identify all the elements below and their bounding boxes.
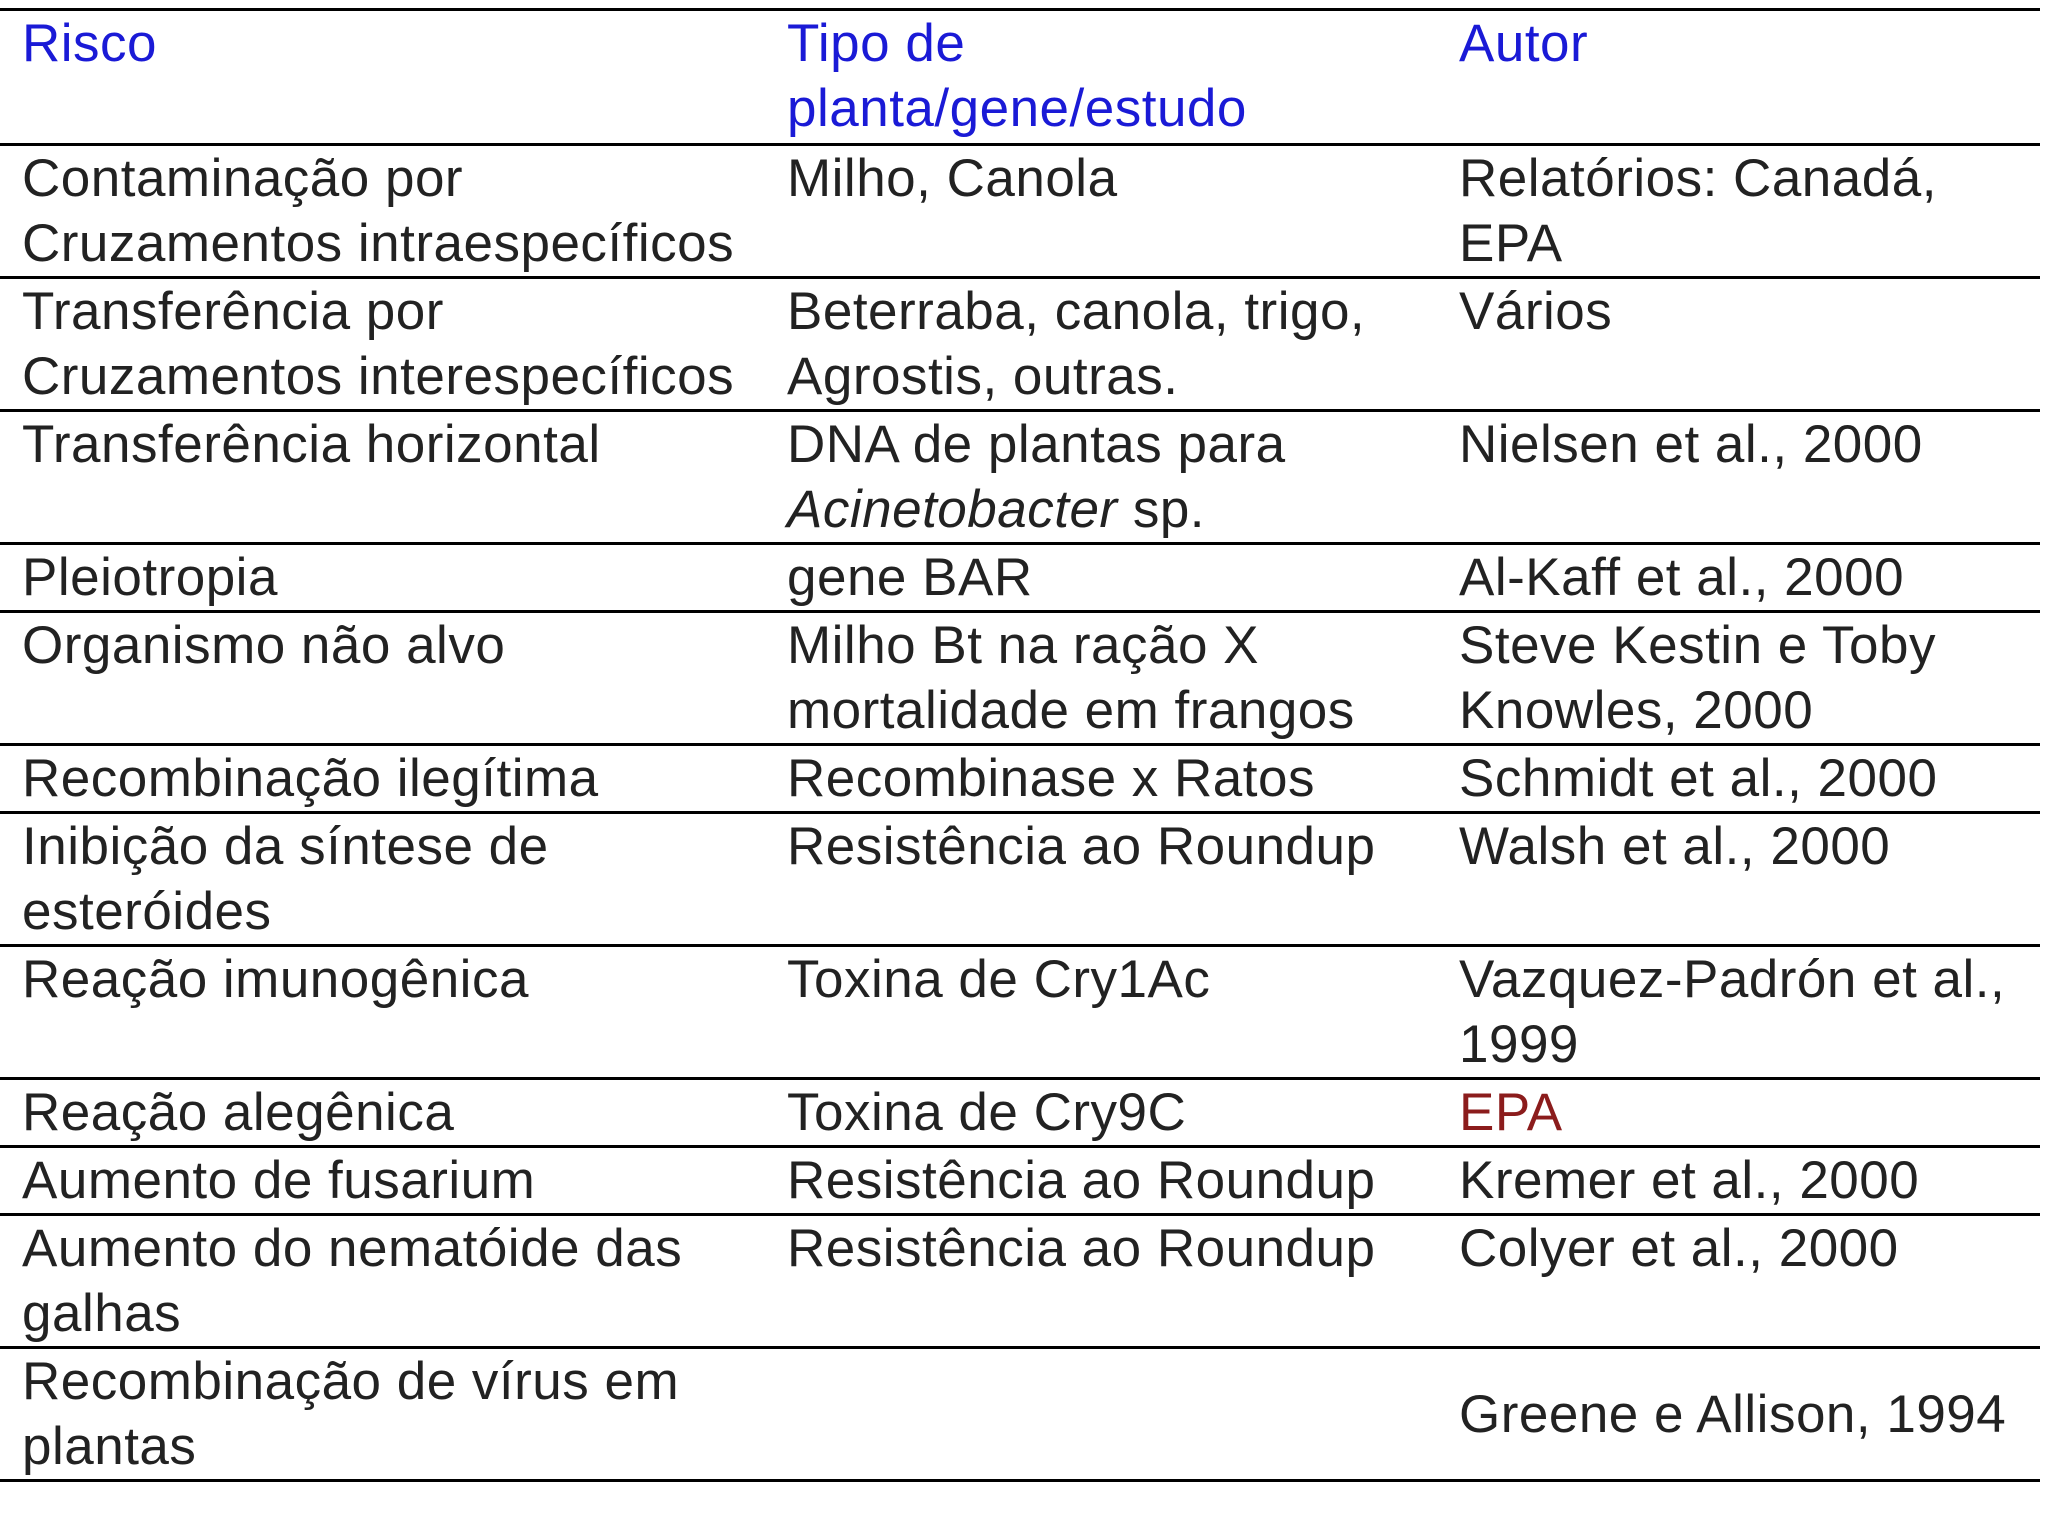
table-row: [0, 612, 2040, 745]
risk-text-line1: Pleiotropia: [22, 548, 278, 607]
cell-risk: [0, 145, 765, 278]
risk-text-line1: Organismo não alvo: [22, 616, 506, 675]
author-text-line2: 1999: [1459, 1015, 1579, 1074]
risk-table: [0, 8, 2040, 1482]
header-plant: [765, 10, 1433, 145]
author-text-line1: EPA: [1459, 1083, 1563, 1142]
author-text-line1: Walsh et al., 2000: [1459, 817, 1891, 876]
cell-risk: [0, 411, 765, 544]
risk-text-line1: Recombinação ilegítima: [22, 749, 599, 808]
author-text-line1: Greene e Allison, 1994: [1459, 1384, 2007, 1444]
cell-risk: [0, 1079, 765, 1147]
cell-risk: [0, 745, 765, 813]
risk-text-line2: galhas: [22, 1284, 182, 1343]
header-author: [1433, 10, 2040, 145]
risk-text-line1: Reação imunogênica: [22, 950, 529, 1009]
cell-author: [1433, 278, 2040, 411]
plant-text-line1: Milho, Canola: [787, 149, 1118, 208]
table-row: [0, 278, 2040, 411]
author-text-line2: EPA: [1459, 214, 1563, 273]
risk-text-line1: Aumento de fusarium: [22, 1151, 536, 1210]
plant-text-line2-rest: sp.: [1117, 480, 1206, 539]
cell-author: [1433, 745, 2040, 813]
cell-plant: [765, 544, 1433, 612]
cell-risk: [0, 1348, 765, 1481]
table-row: [0, 1079, 2040, 1147]
header-plant-label-line1: Tipo de: [787, 14, 966, 73]
risk-text-line1: Reação alegênica: [22, 1083, 455, 1142]
plant-text-line1: DNA de plantas para: [787, 415, 1286, 474]
risk-text-line2: Cruzamentos interespecíficos: [22, 347, 735, 406]
table-row: [0, 1348, 2040, 1481]
cell-risk: [0, 1147, 765, 1215]
cell-risk: [0, 278, 765, 411]
header-author-label: Autor: [1459, 14, 1589, 73]
author-text-line1: Steve Kestin e Toby: [1459, 616, 1936, 675]
cell-author: [1433, 1147, 2040, 1215]
cell-risk: [0, 946, 765, 1079]
table-row: [0, 1215, 2040, 1348]
author-text-line1: Vários: [1459, 282, 1613, 341]
cell-author: [1433, 813, 2040, 946]
cell-plant: [765, 411, 1433, 544]
plant-text-line1: Recombinase x Ratos: [787, 749, 1315, 808]
author-text-line1: Relatórios: Canadá,: [1459, 149, 1937, 208]
plant-text-line1: Resistência ao Roundup: [787, 1219, 1376, 1278]
table-header-row: [0, 10, 2040, 145]
cell-plant: [765, 278, 1433, 411]
table-row: [0, 745, 2040, 813]
plant-text-line1: Toxina de Cry9C: [787, 1083, 1187, 1142]
cell-author: [1433, 946, 2040, 1079]
table-row: [0, 813, 2040, 946]
cell-plant: [765, 946, 1433, 1079]
cell-plant: [765, 813, 1433, 946]
header-risk-label: Risco: [22, 14, 158, 73]
risk-text-line1: Contaminação por: [22, 149, 464, 208]
risk-text-line1: Transferência horizontal: [22, 415, 601, 474]
plant-text-line1: Beterraba, canola, trigo,: [787, 282, 1366, 341]
header-plant-label-line2: planta/gene/estudo: [787, 79, 1247, 138]
cell-risk: [0, 1215, 765, 1348]
risk-text-line1: Transferência por: [22, 282, 444, 341]
risk-text-line1: Inibição da síntese de: [22, 817, 549, 876]
author-text-line1: Colyer et al., 2000: [1459, 1219, 1899, 1278]
table-row: [0, 544, 2040, 612]
cell-author: [1433, 145, 2040, 278]
cell-author: [1433, 411, 2040, 544]
cell-risk: [0, 612, 765, 745]
plant-text-line2: [787, 477, 1425, 542]
plant-text-line1: Resistência ao Roundup: [787, 817, 1376, 876]
cell-author: [1433, 544, 2040, 612]
table-row: [0, 1147, 2040, 1215]
plant-text-line1: gene BAR: [787, 548, 1033, 607]
cell-plant: [765, 1147, 1433, 1215]
author-text-line1: Al-Kaff et al., 2000: [1459, 548, 1905, 607]
author-text-line1: Nielsen et al., 2000: [1459, 415, 1923, 474]
header-risk: [0, 10, 765, 145]
risk-text-line1: Aumento do nematóide das: [22, 1219, 683, 1278]
table-row: [0, 411, 2040, 544]
cell-author: [1433, 1079, 2040, 1147]
risk-text-line2: plantas: [22, 1417, 197, 1476]
plant-text-line1: Resistência ao Roundup: [787, 1151, 1376, 1210]
cell-plant: [765, 1215, 1433, 1348]
author-text-line1: Schmidt et al., 2000: [1459, 749, 1938, 808]
plant-text-line1: Toxina de Cry1Ac: [787, 950, 1211, 1009]
plant-text-line1: Milho Bt na ração X: [787, 616, 1260, 675]
plant-italic-genus: Acinetobacter: [787, 480, 1118, 539]
cell-plant: [765, 145, 1433, 278]
cell-author: [1433, 612, 2040, 745]
cell-plant: [765, 745, 1433, 813]
cell-risk: [0, 813, 765, 946]
plant-text-line2: mortalidade em frangos: [787, 681, 1355, 740]
table-row: [0, 145, 2040, 278]
risk-text-line1: Recombinação de vírus em: [22, 1352, 680, 1411]
author-text-line1: Vazquez-Padrón et al.,: [1459, 950, 2006, 1009]
risk-text-line2: Cruzamentos intraespecíficos: [22, 214, 735, 273]
cell-risk: [0, 544, 765, 612]
cell-plant: [765, 1348, 1433, 1481]
author-text-line1: Kremer et al., 2000: [1459, 1151, 1920, 1210]
cell-author: [1433, 1215, 2040, 1348]
risk-text-line2: esteróides: [22, 882, 272, 941]
cell-plant: [765, 612, 1433, 745]
author-text-line2: Knowles, 2000: [1459, 681, 1814, 740]
cell-author: [1433, 1348, 2040, 1481]
cell-plant: [765, 1079, 1433, 1147]
plant-text-line2: Agrostis, outras.: [787, 347, 1179, 406]
table-row: [0, 946, 2040, 1079]
